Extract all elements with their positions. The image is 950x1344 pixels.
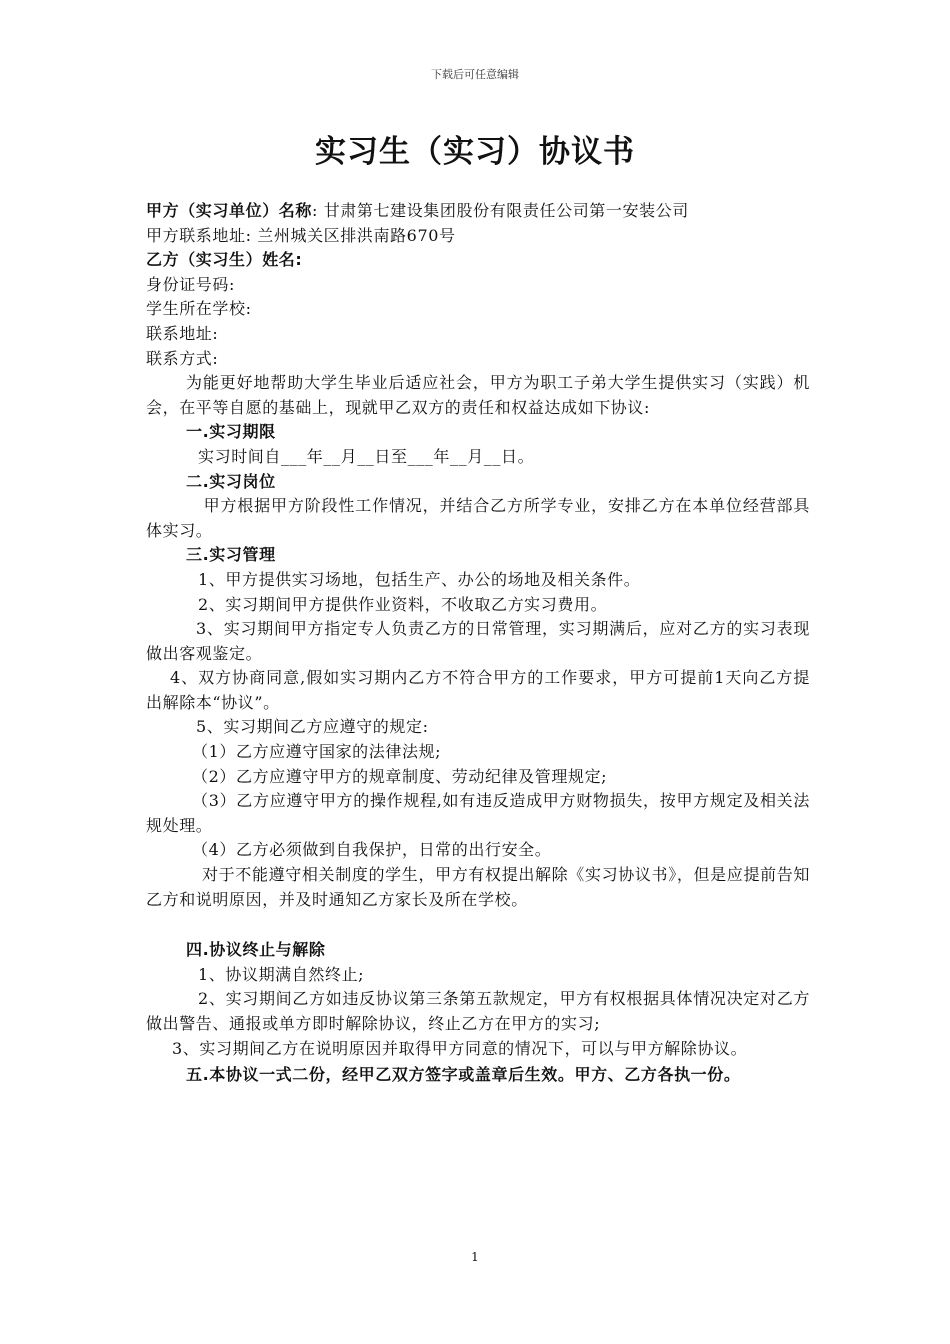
party-b-contact: 联系方式: bbox=[146, 348, 219, 368]
section-5: 五.本协议一式二份，经甲乙双方签字或盖章后生效。甲方、乙方各执一份。 bbox=[186, 1065, 741, 1085]
party-b-address: 联系地址: bbox=[146, 323, 219, 343]
section-4-item-2: 2、实习期间乙方如违反协议第三条第五款规定，甲方有权根据具体情况决定对乙方做出警告、通报或单方即时解除协议，终止乙方在甲方的实习; bbox=[146, 989, 810, 1033]
party-b-name: 乙方（实习生）姓名: bbox=[146, 250, 303, 270]
section-3-item-2: 2、实习期间甲方提供作业资料，不收取乙方实习费用。 bbox=[198, 594, 608, 614]
party-a-name-label: 甲方（实习单位）名称 bbox=[146, 201, 313, 220]
section-1-title: 一.实习期限 bbox=[186, 422, 276, 442]
section-3-sub-3: （3）乙方应遵守甲方的操作规程,如有违反造成甲方财物损失，按甲方规定及相关法规处理。 bbox=[146, 791, 810, 835]
section-1-text: 实习时间自___年__月__日至___年__月__日。 bbox=[198, 446, 535, 466]
spacer bbox=[146, 912, 810, 938]
section-3-item-4: 4、双方协商同意,假如实习期内乙方不符合甲方的工作要求，甲方可提前1天向乙方提出解除本“协议”。 bbox=[146, 668, 810, 712]
document-body bbox=[146, 199, 810, 1088]
section-3-note: 对于不能遵守相关制度的学生，甲方有权提出解除《实习协议书》，但是应提前告知乙方和说明原因，并及时通知乙方家长及所在学校。 bbox=[146, 865, 810, 909]
page-number: 1 bbox=[471, 1250, 479, 1264]
section-3-sub-1: （1）乙方应遵守国家的法律法规; bbox=[192, 742, 442, 762]
section-2-text: 甲方根据甲方阶段性工作情况，并结合乙方所学专业，安排乙方在本单位经营部具体实习。 bbox=[146, 496, 810, 540]
party-a-address: 甲方联系地址: 兰州城关区排洪南路670号 bbox=[146, 225, 456, 245]
section-2-title: 二.实习岗位 bbox=[186, 471, 276, 491]
section-3-title: 三.实习管理 bbox=[186, 545, 276, 565]
page-header: 下载后可任意编辑 bbox=[431, 68, 519, 81]
intro-paragraph: 为能更好地帮助大学生毕业后适应社会，甲方为职工子弟大学生提供实习（实践）机会，在平等自愿的基础上，现就甲乙双方的责任和权益达成如下协议: bbox=[146, 373, 810, 417]
section-4-title: 四.协议终止与解除 bbox=[186, 940, 326, 960]
party-b-id: 身份证号码: bbox=[146, 274, 235, 294]
section-3-sub-2: （2）乙方应遵守甲方的规章制度、劳动纪律及管理规定; bbox=[192, 766, 608, 786]
party-b-school: 学生所在学校: bbox=[146, 299, 252, 319]
section-4-item-1: 1、协议期满自然终止; bbox=[198, 964, 365, 984]
section-3-item-1: 1、甲方提供实习场地，包括生产、办公的场地及相关条件。 bbox=[198, 569, 641, 589]
document-title: 实习生（实习）协议书 bbox=[315, 134, 635, 170]
section-3-sub-4: （4）乙方必须做到自我保护，日常的出行安全。 bbox=[192, 840, 552, 860]
party-a-name-value: : 甘肃第七建设集团股份有限责任公司第一安装公司 bbox=[312, 201, 689, 220]
section-4-item-3: 3、实习期间乙方在说明原因并取得甲方同意的情况下，可以与甲方解除协议。 bbox=[172, 1038, 748, 1058]
party-a-name bbox=[146, 199, 810, 224]
section-3-item-3: 3、实习期间甲方指定专人负责乙方的日常管理，实习期满后，应对乙方的实习表现做出客观鉴定。 bbox=[146, 619, 810, 663]
section-3-item-5: 5、实习期间乙方应遵守的规定: bbox=[196, 717, 429, 737]
